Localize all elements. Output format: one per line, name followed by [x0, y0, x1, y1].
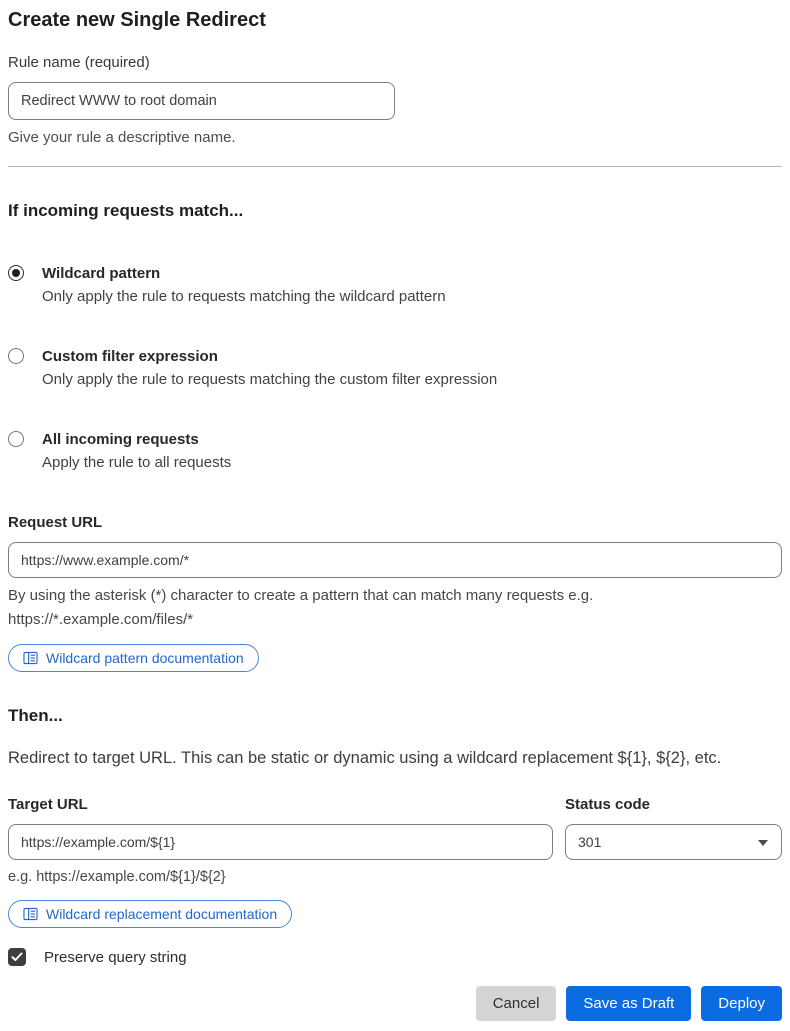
request-url-help-line2: https://*.example.com/files/* — [8, 611, 194, 628]
doc-button-label: Wildcard pattern documentation — [46, 650, 244, 666]
status-code-label: Status code — [565, 796, 651, 813]
radio-label: All incoming requests — [42, 431, 199, 448]
radio-label: Custom filter expression — [42, 348, 218, 365]
preserve-query-string-label: Preserve query string — [44, 948, 187, 966]
target-url-input[interactable] — [8, 824, 553, 860]
match-section-heading: If incoming requests match... — [8, 201, 244, 220]
radio-wildcard-pattern[interactable] — [8, 265, 24, 281]
wildcard-pattern-doc-button[interactable] — [8, 644, 259, 672]
target-url-help: e.g. https://example.com/${1}/${2} — [8, 869, 226, 885]
then-section-description: Redirect to target URL. This can be static or dynamic using a wildcard replacement ${1}, ${2}, etc. — [8, 749, 722, 767]
wildcard-replacement-doc-button[interactable] — [8, 900, 292, 928]
section-divider — [8, 166, 782, 167]
radio-option-wildcard-pattern[interactable] — [8, 262, 782, 308]
cancel-button[interactable]: Cancel — [476, 986, 557, 1021]
request-url-help-line1: By using the asterisk (*) character to create a pattern that can match many requests e.g. — [8, 587, 594, 604]
open-book-icon — [23, 907, 38, 921]
rule-name-help: Give your rule a descriptive name. — [8, 129, 236, 146]
radio-label: Wildcard pattern — [42, 265, 161, 282]
then-section-heading: Then... — [8, 706, 63, 725]
target-url-label: Target URL — [8, 796, 88, 813]
radio-custom-filter[interactable] — [8, 348, 24, 364]
preserve-query-string-checkbox[interactable] — [8, 948, 26, 966]
open-book-icon — [23, 651, 38, 665]
radio-description: Only apply the rule to requests matching the wildcard pattern — [42, 288, 446, 305]
rule-name-label: Rule name (required) — [8, 54, 150, 71]
radio-description: Only apply the rule to requests matching the custom filter expression — [42, 371, 498, 388]
status-code-value: 301 — [578, 834, 602, 850]
radio-option-custom-filter[interactable] — [8, 345, 782, 391]
save-as-draft-button[interactable]: Save as Draft — [566, 986, 691, 1021]
request-url-help — [8, 584, 782, 632]
request-url-label: Request URL — [8, 514, 103, 531]
preserve-query-string-row[interactable] — [8, 948, 782, 966]
deploy-button[interactable]: Deploy — [701, 986, 782, 1021]
rule-name-input[interactable] — [8, 82, 395, 120]
radio-option-all-requests[interactable] — [8, 428, 782, 474]
request-url-input[interactable] — [8, 542, 782, 578]
page-title: Create new Single Redirect — [8, 9, 266, 31]
match-type-radio-group — [8, 262, 782, 474]
chevron-down-icon — [758, 840, 768, 846]
status-code-select[interactable] — [565, 824, 782, 860]
target-row — [8, 794, 782, 888]
radio-description: Apply the rule to all requests — [42, 454, 232, 471]
form-actions — [8, 986, 782, 1021]
radio-all-requests[interactable] — [8, 431, 24, 447]
checkmark-icon — [11, 952, 23, 962]
doc-button-label: Wildcard replacement documentation — [46, 906, 278, 922]
